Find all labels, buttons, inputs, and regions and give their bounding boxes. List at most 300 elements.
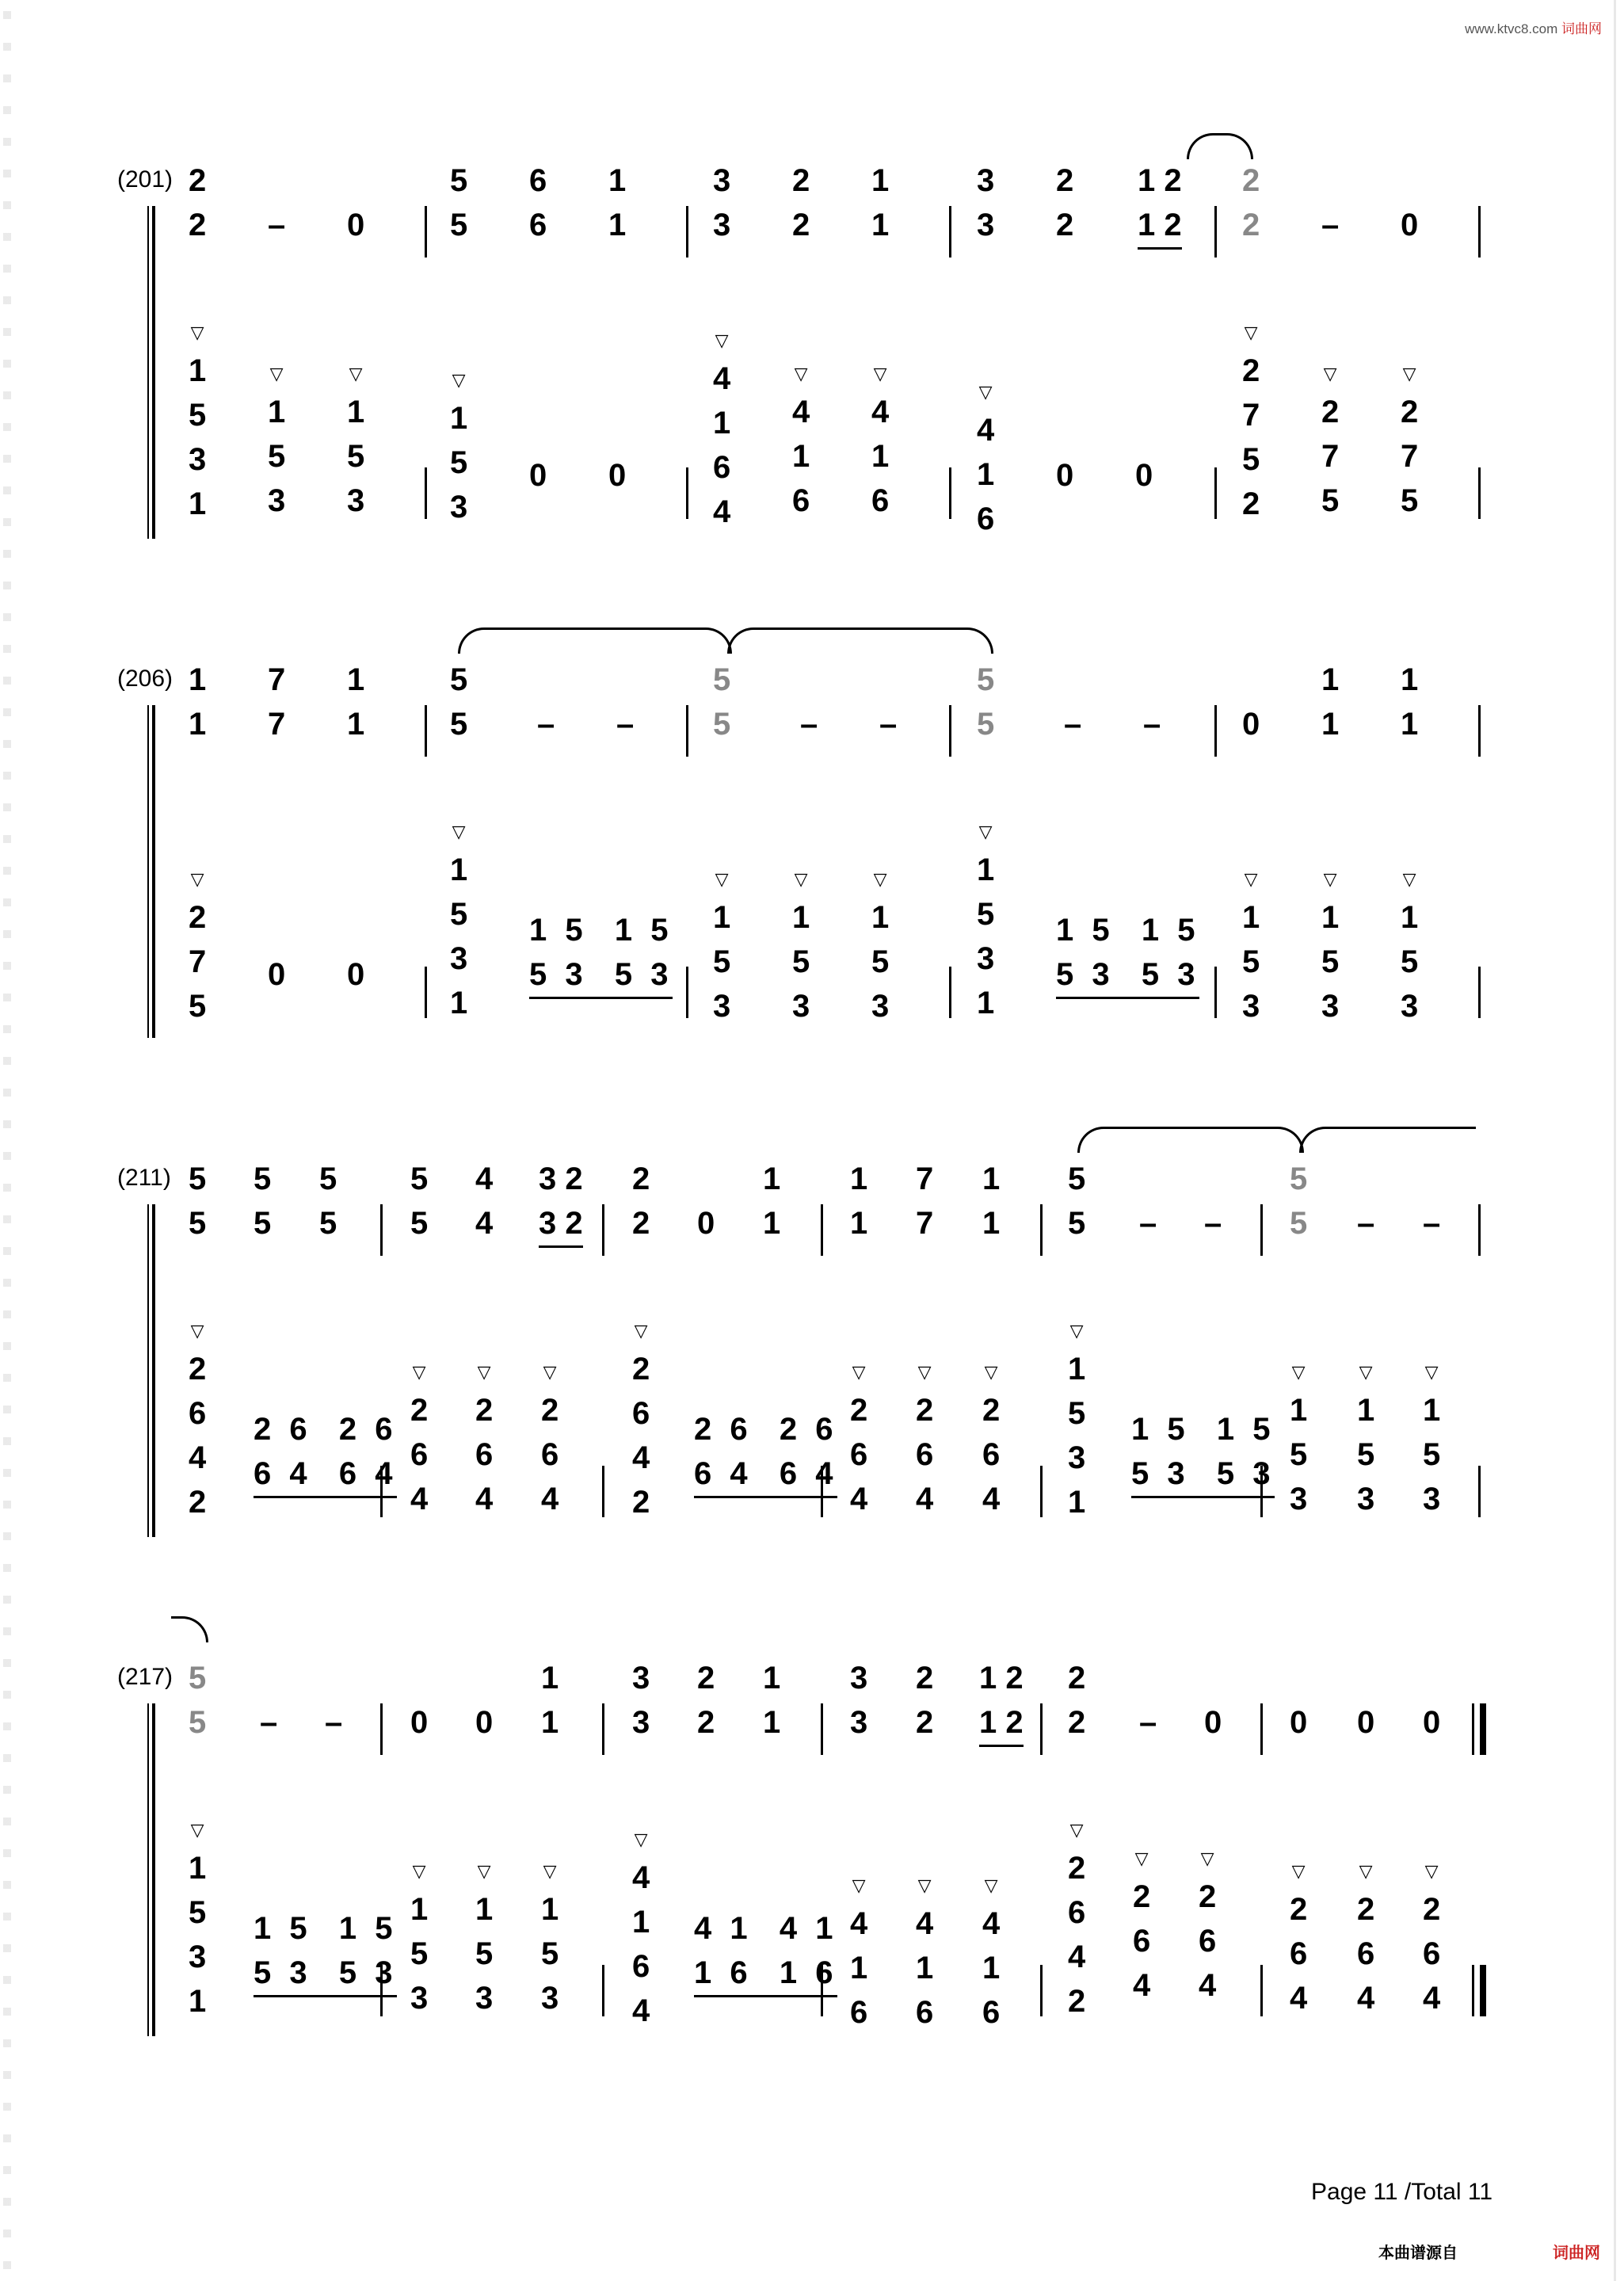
note-stack (916, 1656, 933, 1745)
barline (949, 467, 951, 519)
brace-line (147, 1703, 149, 2036)
note: 4 (713, 361, 731, 396)
note: 0 (410, 1705, 429, 1740)
note-stack (1139, 1201, 1157, 1245)
chord-stack (1321, 864, 1339, 1028)
note: 3 (1401, 989, 1419, 1024)
note: 1 (713, 900, 731, 935)
note: 6 (529, 208, 547, 242)
note: 4 (850, 1482, 868, 1516)
note: 5 (713, 707, 731, 742)
note: 1 (347, 707, 365, 742)
note: 2 (982, 1393, 1001, 1428)
rest-dash: – (325, 1705, 343, 1740)
note: 0 (1242, 707, 1260, 742)
note-stack (1321, 658, 1339, 746)
note: 1 (1423, 1393, 1441, 1428)
note: 1 (977, 853, 995, 887)
note: 0 (347, 208, 365, 242)
eighth-pair: 5 3 5 3 (1131, 1451, 1275, 1498)
note: 0 (1135, 458, 1153, 493)
chord-stack (1423, 1356, 1440, 1521)
chord-stack (792, 358, 810, 523)
accent-icon: ▽ (190, 1820, 204, 1840)
accent-icon: ▽ (852, 1362, 866, 1382)
eighth-pair: 1 6 1 6 (694, 1951, 837, 1997)
note: 5 (450, 662, 468, 697)
barline (380, 1703, 383, 1755)
note: 2 (1242, 208, 1260, 242)
note-stack (697, 1201, 715, 1245)
note: 1 (763, 1705, 781, 1740)
accent-icon: ▽ (349, 364, 363, 383)
note: 5 (319, 1206, 337, 1241)
chord-stack (541, 1856, 558, 2020)
accent-icon: ▽ (190, 322, 204, 342)
note: 5 (1321, 944, 1340, 979)
accent-icon: ▽ (1291, 1362, 1306, 1382)
note: 4 (1199, 1968, 1217, 2003)
rest-dash: – (1064, 707, 1082, 742)
note: 5 (450, 445, 468, 480)
note: 2 (632, 1206, 650, 1241)
note: 3 (713, 163, 731, 198)
eighth-pair: 1 5 1 5 (1131, 1412, 1275, 1447)
note: 4 (1290, 1981, 1308, 2016)
barline (686, 206, 688, 257)
note-stack (871, 158, 889, 247)
note: 2 (189, 163, 207, 198)
note-stack (1357, 1700, 1374, 1745)
accent-icon: ▽ (1291, 1861, 1306, 1881)
barline (602, 1466, 604, 1517)
note: 1 (450, 986, 468, 1020)
note-stack (1056, 158, 1073, 247)
note: 7 (1321, 439, 1340, 474)
note: 5 (410, 1161, 429, 1196)
note: 1 (1068, 1352, 1086, 1387)
note: 4 (916, 1906, 934, 1941)
note: 5 (541, 1936, 559, 1971)
note: 3 (632, 1661, 650, 1695)
note: 7 (1401, 439, 1419, 474)
barline (1214, 967, 1217, 1018)
note-stack (189, 158, 206, 247)
system-barline (152, 206, 155, 539)
note-stack (347, 952, 364, 997)
note: 3 (475, 1981, 494, 2016)
note: 3 (347, 483, 365, 518)
barline (1260, 1204, 1263, 1256)
note: 1 (1401, 707, 1419, 742)
note: 5 (450, 707, 468, 742)
accent-icon: ▽ (1323, 364, 1337, 383)
note: 4 (632, 1440, 650, 1475)
measure-number: (217) (117, 1664, 173, 1690)
note: 2 (189, 1352, 207, 1387)
tie-arc (171, 1616, 208, 1642)
chord-stack (347, 358, 364, 523)
note-stack (792, 158, 810, 247)
note: 2 (1068, 1984, 1086, 2019)
note: 6 (1068, 1895, 1086, 1930)
chord-stack (475, 1856, 493, 2020)
note: 1 2 (979, 1661, 1024, 1695)
chord-stack (1199, 1843, 1216, 2008)
chord-stack (450, 816, 467, 1025)
note: 5 (1423, 1437, 1441, 1472)
note: 6 (713, 450, 731, 485)
note-stack (608, 158, 626, 247)
note: 1 (850, 1951, 868, 1985)
note: 0 (1204, 1705, 1222, 1740)
note: 1 (871, 163, 890, 198)
note: 1 (1242, 900, 1260, 935)
note-stack (616, 702, 634, 746)
note-stack (1290, 1700, 1307, 1745)
note: 5 (1290, 1206, 1308, 1241)
accent-icon: ▽ (1402, 869, 1416, 889)
chord-stack (850, 1356, 867, 1521)
system-217 (117, 1640, 1496, 2036)
note: 5 (450, 897, 468, 932)
note: 1 (977, 457, 995, 492)
note: 5 (1068, 1206, 1086, 1241)
note: 5 (1068, 1161, 1086, 1196)
note: 5 (977, 897, 995, 932)
note: 1 (792, 439, 810, 474)
barline (425, 967, 427, 1018)
note: 6 (850, 1437, 868, 1472)
note: 6 (977, 502, 995, 536)
note-stack (1068, 1157, 1085, 1245)
note: 4 (475, 1161, 494, 1196)
note-stack (319, 1157, 337, 1245)
rest-dash: – (1357, 1206, 1375, 1241)
note: 0 (1290, 1705, 1308, 1740)
note: 3 2 (539, 1161, 583, 1196)
chord-stack (450, 364, 467, 529)
note: 1 (347, 395, 365, 429)
note: 1 (189, 486, 207, 521)
barline (1472, 1965, 1474, 2016)
note: 0 (608, 458, 627, 493)
chord-stack (189, 864, 206, 1028)
note: 4 (871, 395, 890, 429)
note: 4 (1423, 1981, 1441, 2016)
note-stack (982, 1157, 1000, 1245)
tie-arc (1299, 1127, 1476, 1153)
note: 1 (763, 1161, 781, 1196)
note: 3 2 (539, 1201, 583, 1248)
note: 5 (189, 1206, 207, 1241)
note-stack (325, 1700, 342, 1745)
note: 6 (916, 1437, 934, 1472)
note: 2 (1068, 1661, 1086, 1695)
accent-icon: ▽ (477, 1861, 491, 1881)
note: 7 (916, 1206, 934, 1241)
note: 1 (189, 1851, 207, 1886)
rest-dash: – (1204, 1206, 1222, 1241)
note: 1 (1068, 1485, 1086, 1520)
note-stack (1138, 158, 1182, 250)
note: 1 (850, 1161, 868, 1196)
note: 0 (268, 957, 286, 992)
note: 2 (1423, 1892, 1441, 1927)
note: 1 (982, 1951, 1001, 1985)
note-stack (1064, 702, 1081, 746)
note: 6 (475, 1437, 494, 1472)
rest-dash: – (800, 707, 818, 742)
note: 2 (1242, 486, 1260, 521)
note: 1 (1401, 900, 1419, 935)
brace-line (147, 1204, 149, 1537)
note: 1 (608, 163, 627, 198)
note: 2 (1242, 353, 1260, 388)
chord-stack (1242, 864, 1260, 1028)
accent-icon: ▽ (715, 869, 729, 889)
note: 6 (1423, 1936, 1441, 1971)
chord-stack (475, 1356, 493, 1521)
note: 1 2 (1138, 163, 1182, 198)
note-stack (1204, 1201, 1222, 1245)
note-stack (260, 1700, 277, 1745)
note: 6 (529, 163, 547, 198)
note: 5 (1321, 483, 1340, 518)
note: 1 (541, 1705, 559, 1740)
barline (1478, 467, 1481, 519)
barline (821, 1204, 823, 1256)
note: 2 (916, 1661, 934, 1695)
accent-icon: ▽ (190, 1321, 204, 1341)
measure-number: (211) (117, 1165, 171, 1191)
note-stack (713, 658, 730, 746)
accent-icon: ▽ (452, 822, 466, 841)
note: 2 (1199, 1879, 1217, 1914)
note: 1 (977, 986, 995, 1020)
rest-dash: – (260, 1705, 278, 1740)
note: 1 (1290, 1393, 1308, 1428)
chord-stack (1357, 1856, 1374, 2020)
barline (425, 467, 427, 519)
eighth-pair: 4 1 4 1 (694, 1911, 838, 1946)
chord-stack (1068, 1315, 1085, 1524)
rest-dash: – (1139, 1705, 1157, 1740)
note: 1 (189, 353, 207, 388)
note: 6 (916, 1995, 934, 2030)
note: 4 (475, 1206, 494, 1241)
note: 1 (608, 208, 627, 242)
rest-dash: – (616, 707, 635, 742)
note-stack (632, 1157, 650, 1245)
accent-icon: ▽ (917, 1362, 932, 1382)
note: 1 (541, 1892, 559, 1927)
note-stack (450, 658, 467, 746)
note: 5 (254, 1206, 272, 1241)
note-stack (410, 1700, 428, 1745)
note: 3 (977, 208, 995, 242)
note: 4 (982, 1482, 1001, 1516)
chord-stack (1423, 1856, 1440, 2020)
tie-arc (1077, 1127, 1304, 1153)
system-201 (117, 143, 1496, 539)
note: 4 (713, 494, 731, 529)
note: 6 (792, 483, 810, 518)
accent-icon: ▽ (1200, 1848, 1214, 1868)
brace-line (147, 206, 149, 539)
barline (1478, 967, 1481, 1018)
accent-icon: ▽ (412, 1861, 426, 1881)
note: 5 (450, 208, 468, 242)
eighth-pair: 5 3 5 3 (529, 952, 673, 999)
rest-dash: – (1423, 1206, 1441, 1241)
note: 3 (792, 989, 810, 1024)
note-stack (347, 658, 364, 746)
chord-stack (977, 376, 994, 541)
note: 4 (189, 1440, 207, 1475)
rest-dash: – (1139, 1206, 1157, 1241)
note-stack (410, 1157, 428, 1245)
barline (686, 467, 688, 519)
chord-stack (871, 864, 889, 1028)
note-stack (850, 1656, 867, 1745)
note-stack (1056, 453, 1073, 498)
note: 4 (632, 1860, 650, 1895)
note-stack (1204, 1700, 1222, 1745)
chord-stack (541, 1356, 558, 1521)
barline (1260, 1965, 1263, 2016)
note: 2 (1068, 1851, 1086, 1886)
note: 2 (410, 1393, 429, 1428)
barline (686, 705, 688, 757)
barline (425, 206, 427, 257)
accent-icon: ▽ (412, 1362, 426, 1382)
note-stack (979, 1656, 1024, 1747)
chord-stack (792, 864, 810, 1028)
note: 2 (189, 900, 207, 935)
note: 6 (982, 1995, 1001, 2030)
note: 1 (1401, 662, 1419, 697)
note: 2 (792, 163, 810, 198)
note: 5 (977, 707, 995, 742)
note: 6 (541, 1437, 559, 1472)
note: 3 (632, 1705, 650, 1740)
note-stack (1423, 1201, 1440, 1245)
accent-icon: ▽ (1359, 1362, 1373, 1382)
accent-icon: ▽ (1069, 1820, 1084, 1840)
note: 3 (1290, 1482, 1308, 1516)
note: 5 (792, 944, 810, 979)
note: 5 (189, 1161, 207, 1196)
header-brand: 词曲网 (1561, 21, 1602, 36)
note: 5 (1290, 1161, 1308, 1196)
accent-icon: ▽ (634, 1829, 648, 1849)
note: 1 (871, 900, 890, 935)
chord-stack (410, 1856, 428, 2020)
note: 4 (792, 395, 810, 429)
note-stack (537, 702, 555, 746)
chord-stack (1068, 1814, 1085, 2024)
note-stack (763, 1157, 780, 1245)
note-stack (977, 158, 994, 247)
note: 6 (982, 1437, 1001, 1472)
note: 5 (977, 662, 995, 697)
note: 2 (189, 208, 207, 242)
chord-stack (189, 1315, 206, 1524)
note: 1 (763, 1661, 781, 1695)
note: 6 (410, 1437, 429, 1472)
note: 4 (475, 1482, 494, 1516)
chord-stack (632, 1824, 650, 2033)
note: 0 (1357, 1705, 1375, 1740)
note: 1 (916, 1951, 934, 1985)
note: 3 (268, 483, 286, 518)
barline (425, 705, 427, 757)
eighth-pair: 1 5 1 5 (1056, 913, 1200, 948)
tie-arc (1187, 133, 1253, 159)
note: 2 (916, 1705, 934, 1740)
barline (949, 967, 951, 1018)
rest-dash: – (1321, 208, 1340, 242)
note: 5 (1242, 944, 1260, 979)
note: 2 (541, 1393, 559, 1428)
barline (602, 1204, 604, 1256)
rest-dash: – (268, 208, 286, 242)
barline (1478, 705, 1481, 757)
accent-icon: ▽ (984, 1362, 998, 1382)
note: 3 (541, 1981, 559, 2016)
note: 1 (410, 1892, 429, 1927)
note-stack (1401, 658, 1418, 746)
note-stack (800, 702, 818, 746)
note: 4 (410, 1482, 429, 1516)
barline (1040, 1204, 1043, 1256)
accent-icon: ▽ (1134, 1848, 1149, 1868)
system-206 (117, 642, 1496, 1038)
chord-stack (1401, 864, 1418, 1028)
note: 3 (450, 490, 468, 524)
right-margin-rule (1614, 0, 1616, 2281)
note: 6 (189, 1396, 207, 1431)
note: 2 (1133, 1879, 1151, 1914)
note-stack (539, 1157, 583, 1248)
note: 0 (475, 1705, 494, 1740)
note: 6 (1133, 1924, 1151, 1959)
note-stack (1135, 453, 1153, 498)
note: 2 (1290, 1892, 1308, 1927)
note-stack (1290, 1157, 1307, 1245)
accent-icon: ▽ (269, 364, 284, 383)
note: 5 (410, 1936, 429, 1971)
note-stack (254, 1157, 271, 1245)
note: 1 (189, 707, 207, 742)
note: 5 (713, 944, 731, 979)
accent-icon: ▽ (917, 1875, 932, 1895)
accent-icon: ▽ (1069, 1321, 1084, 1341)
note-stack (475, 1157, 493, 1245)
note-stack (1321, 203, 1339, 247)
note-stack (347, 203, 364, 247)
page-number: Page 11 /Total 11 (1311, 2179, 1493, 2205)
brace-line (147, 705, 149, 1038)
rest-dash: – (1143, 707, 1161, 742)
note: 4 (632, 1993, 650, 2028)
note: 5 (189, 989, 207, 1024)
chord-stack (1401, 358, 1418, 523)
note: 3 (1242, 989, 1260, 1024)
note-stack (916, 1157, 933, 1245)
note: 1 (541, 1661, 559, 1695)
